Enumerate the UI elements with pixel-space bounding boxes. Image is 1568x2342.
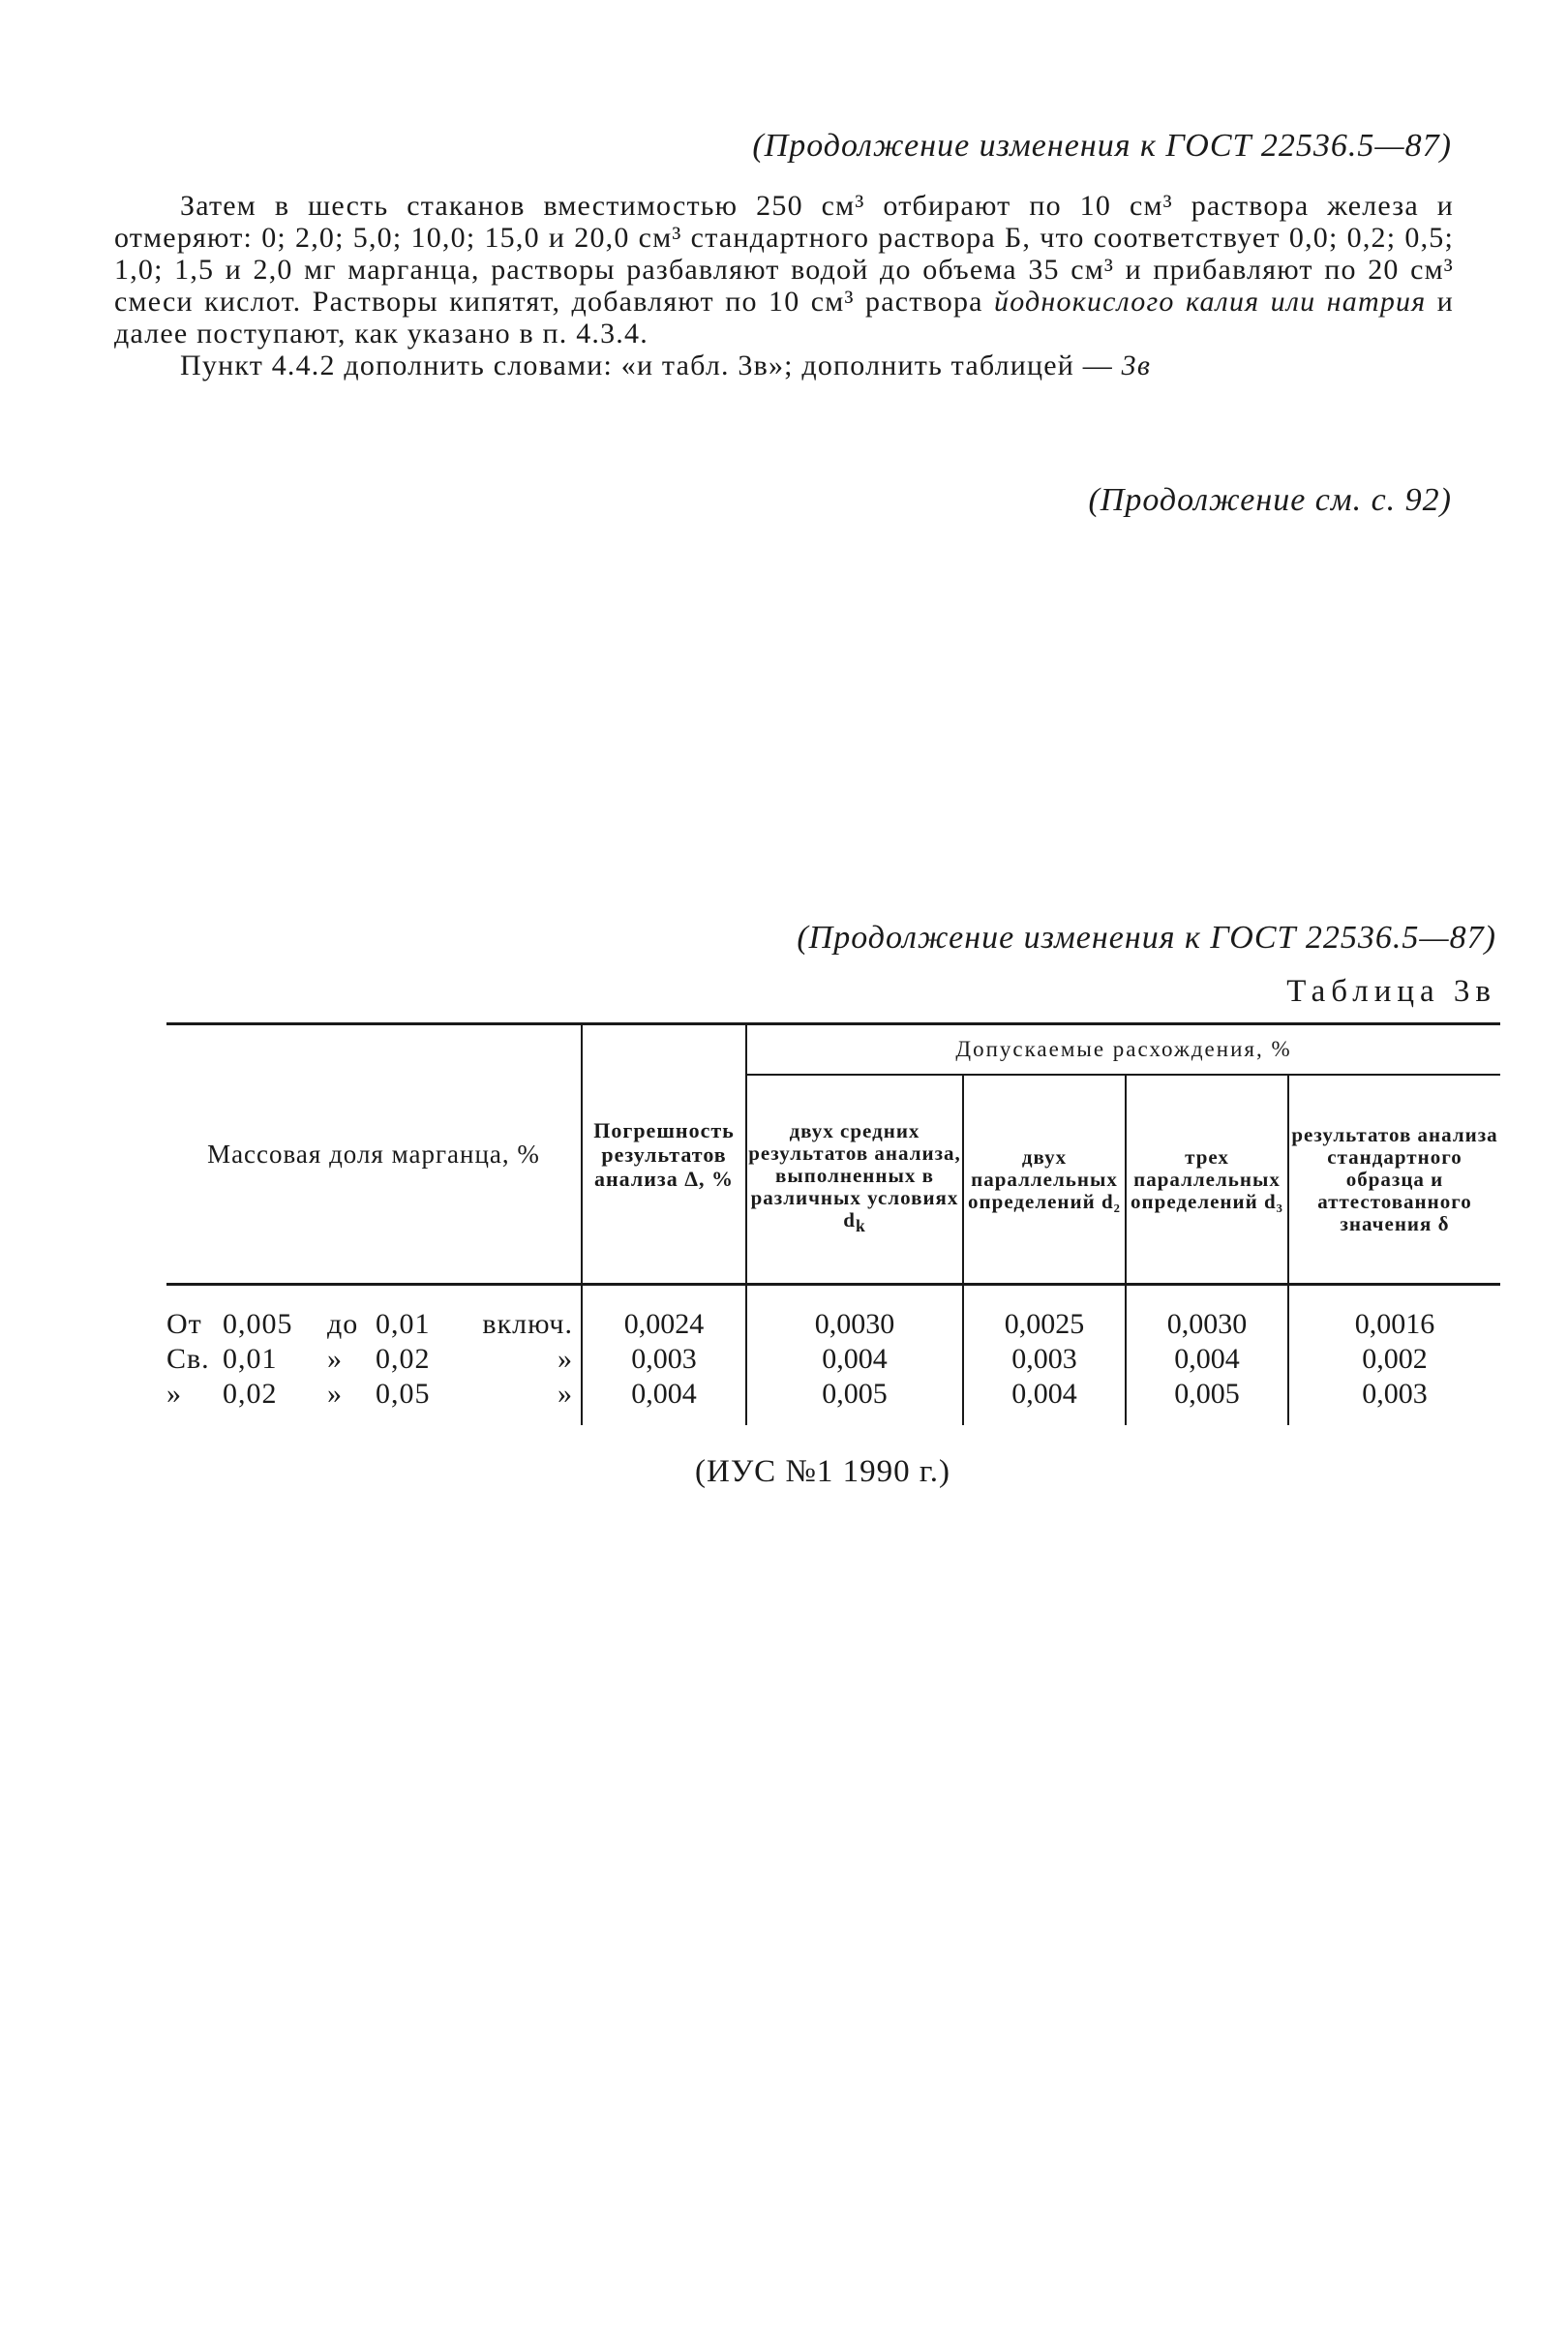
range-prefix: Св. (166, 1343, 210, 1375)
table-header-row-1 (166, 1024, 1500, 1076)
cell-delta: 0,0016 (1354, 1308, 1435, 1340)
range-high: 0,01 (376, 1308, 431, 1340)
range-low: 0,005 (223, 1308, 293, 1340)
cell-delta: 0,003 (1362, 1378, 1428, 1410)
table-row (166, 1377, 1500, 1425)
col-dk-header-subscript: k (855, 1216, 866, 1236)
col-dk-header-text: двух средних результатов анализа, выполненных в различных условиях d (748, 1119, 961, 1232)
source-note: (ИУС №1 1990 г.) (695, 1454, 950, 1489)
range-low: 0,01 (223, 1343, 278, 1375)
tolerance-table (166, 1022, 1500, 1425)
col-dk-header (746, 1075, 963, 1285)
continuation-header-bottom: (Продолжение изменения к ГОСТ 22536.5—87) (797, 920, 1496, 956)
col-d3-header: трех параллельных определений d₃ (1126, 1075, 1288, 1285)
range-suffix: включ. (482, 1308, 573, 1340)
cell-error: 0,003 (582, 1342, 746, 1377)
range-separator: » (327, 1343, 343, 1375)
range-separator: » (327, 1378, 343, 1410)
table-caption: Таблица 3в (1286, 974, 1496, 1009)
range-suffix: » (558, 1343, 573, 1375)
cell-error: 0,004 (582, 1377, 746, 1425)
cell-d2: 0,0025 (963, 1285, 1126, 1343)
paragraph-clause (114, 350, 1454, 381)
range-prefix: От (166, 1308, 202, 1340)
cell-dk: 0,004 (746, 1342, 963, 1377)
range-high: 0,05 (376, 1378, 431, 1410)
paragraph-procedure-italic: йоднокислого калия или натрия (994, 286, 1427, 318)
cell-dk: 0,0030 (746, 1285, 963, 1343)
range-high: 0,02 (376, 1343, 431, 1375)
body-text (114, 190, 1454, 381)
col-error-header: Погрешность результатов анализа Δ, % (582, 1024, 746, 1285)
range-prefix: » (166, 1378, 182, 1410)
paragraph-procedure (114, 190, 1454, 350)
cell-d3: 0,004 (1126, 1342, 1288, 1377)
paragraph-procedure-text: Затем в шесть стаканов вместимостью 250 см³ отбирают по 10 см³ раствора железа и отмеряют: 0; 2,0; 5,0; 10,0; 15,0 и 20,0 см³ стандартного раствора Б, что соответствует 0,0; 0,2; 0,5; 1,0; 1,5 и 2,0 мг марганца, растворы разбавляют водой до объема 35 см³ и прибавляют по 20 см³ смеси кислот. Растворы кипятят, добавляют по 10 см³ раствора (114, 190, 1454, 318)
cell-d2: 0,003 (963, 1342, 1126, 1377)
paragraph-clause-text: Пункт 4.4.2 дополнить словами: «и табл. 3в»; дополнить таблицей — (180, 350, 1122, 381)
cell-mass-range (166, 1377, 582, 1425)
table-row (166, 1285, 1500, 1343)
continuation-footer: (Продолжение см. с. 92) (1088, 482, 1452, 518)
col-d2-header: двух параллельных определений d₂ (963, 1075, 1126, 1285)
continuation-header-top: (Продолжение изменения к ГОСТ 22536.5—87) (752, 128, 1452, 164)
cell-mass-range (166, 1342, 582, 1377)
cell-dk: 0,005 (746, 1377, 963, 1425)
range-low: 0,02 (223, 1378, 278, 1410)
col-delta-header: результатов анализа стандартного образца и аттестованного значения δ (1288, 1075, 1500, 1285)
cell-mass-range (166, 1285, 582, 1343)
range-suffix: » (558, 1378, 573, 1410)
cell-error: 0,0024 (582, 1285, 746, 1343)
table-row (166, 1342, 1500, 1377)
cell-d3: 0,0030 (1126, 1285, 1288, 1343)
paragraph-procedure-end: и далее поступают, как указано в п. 4.3.4. (114, 286, 1455, 350)
cell-d3: 0,005 (1126, 1377, 1288, 1425)
range-separator: до (327, 1308, 359, 1340)
cell-d2: 0,004 (963, 1377, 1126, 1425)
cell-delta: 0,002 (1362, 1343, 1428, 1375)
group-header: Допускаемые расхождения, % (746, 1024, 1500, 1076)
paragraph-clause-italic: 3в (1121, 350, 1152, 381)
col-mass-header: Массовая доля марганца, % (166, 1024, 582, 1285)
